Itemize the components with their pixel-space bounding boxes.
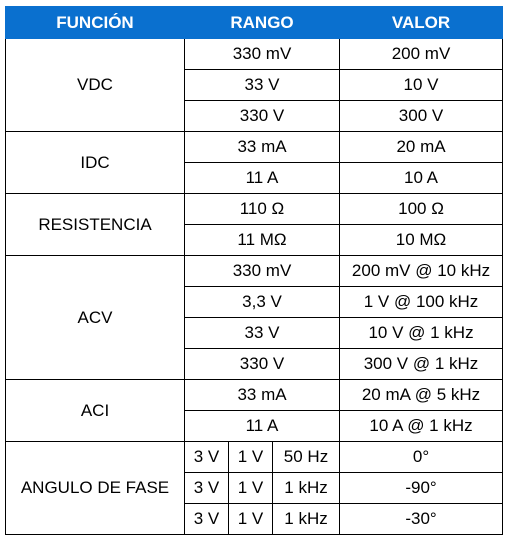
fase-voltage-2-cell: 1 V — [229, 504, 273, 535]
valor-cell: 20 mA @ 5 kHz — [340, 380, 503, 411]
valor-cell: 200 mV — [340, 39, 503, 70]
rango-cell: 33 V — [185, 70, 340, 101]
rango-cell: 33 mA — [185, 380, 340, 411]
funcion-cell: ANGULO DE FASE — [6, 442, 185, 535]
valor-cell: 10 MΩ — [340, 225, 503, 256]
table-row — [6, 442, 503, 473]
rango-cell: 11 MΩ — [185, 225, 340, 256]
rango-cell: 33 mA — [185, 132, 340, 163]
valor-cell: 10 A @ 1 kHz — [340, 411, 503, 442]
fase-frequency-cell: 50 Hz — [273, 442, 340, 473]
valor-cell: 20 mA — [340, 132, 503, 163]
valor-cell: 1 V @ 100 kHz — [340, 287, 503, 318]
rango-cell: 330 V — [185, 101, 340, 132]
rango-cell: 11 A — [185, 163, 340, 194]
funcion-cell: VDC — [6, 39, 185, 132]
valor-cell: 100 Ω — [340, 194, 503, 225]
rango-cell: 33 V — [185, 318, 340, 349]
header-row — [6, 7, 503, 39]
fase-voltage-1-cell: 3 V — [185, 504, 229, 535]
fase-voltage-1-cell: 3 V — [185, 442, 229, 473]
fase-voltage-2-cell: 1 V — [229, 473, 273, 504]
table-row — [6, 194, 503, 225]
valor-cell: -30° — [340, 504, 503, 535]
valor-cell: -90° — [340, 473, 503, 504]
fase-voltage-1-cell: 3 V — [185, 473, 229, 504]
valor-cell: 10 V — [340, 70, 503, 101]
specifications-table — [5, 6, 503, 535]
funcion-cell: IDC — [6, 132, 185, 194]
rango-cell: 3,3 V — [185, 287, 340, 318]
valor-cell: 0° — [340, 442, 503, 473]
table-row — [6, 132, 503, 163]
valor-cell: 10 A — [340, 163, 503, 194]
table-row — [6, 256, 503, 287]
rango-cell: 330 V — [185, 349, 340, 380]
funcion-cell: ACI — [6, 380, 185, 442]
table-row — [6, 380, 503, 411]
valor-cell: 300 V — [340, 101, 503, 132]
fase-voltage-2-cell: 1 V — [229, 442, 273, 473]
header-funcion: FUNCIÓN — [6, 7, 185, 39]
fase-frequency-cell: 1 kHz — [273, 504, 340, 535]
valor-cell: 300 V @ 1 kHz — [340, 349, 503, 380]
funcion-cell: ACV — [6, 256, 185, 380]
rango-cell: 11 A — [185, 411, 340, 442]
rango-cell: 110 Ω — [185, 194, 340, 225]
fase-frequency-cell: 1 kHz — [273, 473, 340, 504]
table-row — [6, 39, 503, 70]
valor-cell: 200 mV @ 10 kHz — [340, 256, 503, 287]
header-valor: VALOR — [340, 7, 503, 39]
header-rango: RANGO — [185, 7, 340, 39]
rango-cell: 330 mV — [185, 256, 340, 287]
valor-cell: 10 V @ 1 kHz — [340, 318, 503, 349]
rango-cell: 330 mV — [185, 39, 340, 70]
funcion-cell: RESISTENCIA — [6, 194, 185, 256]
